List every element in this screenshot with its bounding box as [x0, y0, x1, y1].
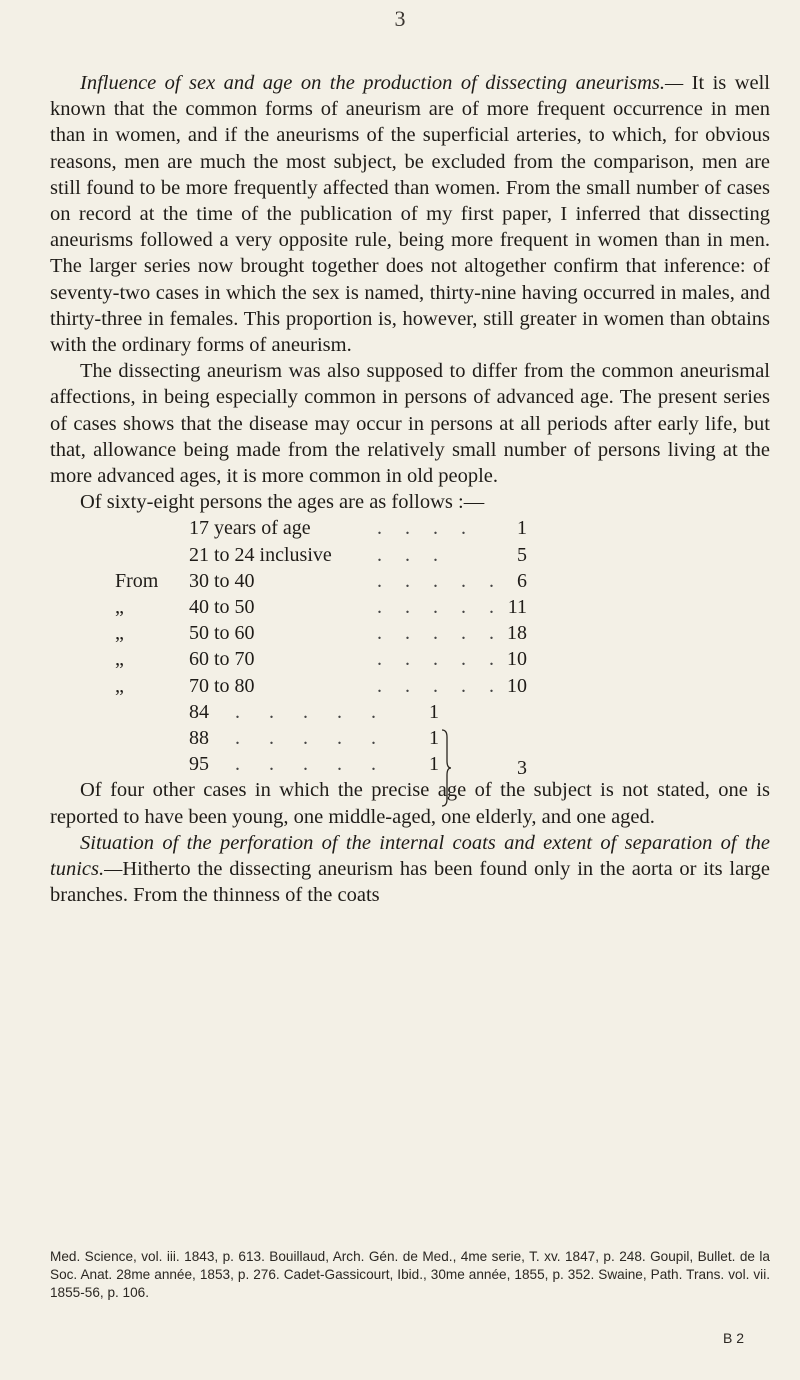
- late-count: 1: [429, 700, 439, 723]
- late-age-row: [115, 751, 555, 777]
- late-age: 95: [189, 753, 209, 776]
- age-prefix: „: [115, 674, 124, 697]
- paragraph-advanced-age: The dissecting aneurism was also supposed to differ from the common aneurismal affections, in being especially common in persons of advanced age. The present series of cases shows that the disease may occur in persons at all periods after early life, but that, allowance being made from the relatively small number of persons living at the more advanced ages, it is more common in old people.: [50, 360, 770, 488]
- signature-mark: B 2: [722, 1330, 744, 1346]
- age-row: [115, 673, 555, 699]
- age-prefix: From: [115, 569, 159, 592]
- late-age: 88: [189, 726, 209, 749]
- late-age-row: [115, 699, 555, 725]
- age-row: [115, 620, 555, 646]
- age-range: 50 to 60: [189, 622, 255, 645]
- paragraph-situation-text: Hitherto the dissecting aneurism has been found only in the aorta or its large branches. From the thinness of the coats: [50, 857, 770, 907]
- age-range: 40 to 50: [189, 596, 255, 619]
- leader-dots: . . . . .: [377, 569, 503, 592]
- main-text: [50, 70, 770, 908]
- age-range: 21 to 24 inclusive: [189, 543, 332, 566]
- leader-dots: . . . . .: [377, 622, 503, 645]
- section-heading-sex-age: Influence of sex and age on the production of dissecting aneurisms.—: [80, 72, 684, 94]
- age-row: [115, 542, 555, 568]
- paragraph-sex-age: [50, 70, 770, 358]
- leader-dots: . . . . .: [377, 674, 503, 697]
- footnote-references: Med. Science, vol. iii. 1843, p. 613. Bouillaud, Arch. Gén. de Med., 4me serie, T. xv. 1847, p. 248. Goupil, Bullet. de la Soc. Anat. 28me année, 1853, p. 276. Cadet-Gassicourt, Ibid., 30me année, 1855, p. 352. Swaine, Path. Trans. vol. vii. 1855-56, p. 106.: [50, 1249, 770, 1300]
- age-prefix: „: [115, 648, 124, 671]
- leader-dots: . . .: [377, 543, 447, 566]
- age-row: [115, 646, 555, 672]
- age-count: 10: [507, 674, 527, 697]
- age-count: 10: [507, 648, 527, 671]
- paragraph-sex-age-text: It is well known that the common forms of aneurism are of more frequent occurrence in men than in women, and if the aneurisms of the superficial arteries, to which, for obvious reasons, men are much the most subject, be excluded from the comparison, men are still found to be more frequently affected than women. From the small number of cases on record at the time of the publication of my first paper, I inferred that dissecting aneurisms followed a very opposite rule, being more frequent in women than in men. The larger series now brought together does not altogether confirm that inference: of seventy-two cases in which the sex is named, thirty-nine having occurred in males, and thirty-three in females. This proportion is, however, still greater in women than obtains with the ordinary forms of aneurism.: [50, 72, 770, 357]
- late-count: 1: [429, 726, 439, 749]
- age-count: 11: [507, 596, 527, 619]
- age-count: 1: [517, 517, 527, 540]
- section-heading-situation: Situation of the perforation of the internal coats and extent of separation of the tunics.—: [50, 831, 770, 880]
- late-count: 1: [429, 753, 439, 776]
- leader-dots: . . . .: [377, 517, 475, 540]
- paragraph-unstated-age: Of four other cases in which the precise age of the subject is not stated, one is reported to have been young, one middle-aged, one elderly, and one aged.: [50, 779, 770, 828]
- age-count: 6: [517, 569, 527, 592]
- age-row: [115, 568, 555, 594]
- age-row: [115, 594, 555, 620]
- leader-dots: . . . . .: [377, 648, 503, 671]
- late-age: 84: [189, 700, 209, 723]
- age-table: [115, 515, 555, 780]
- leader-dots: . . . . .: [235, 700, 388, 723]
- paragraph-ages-intro: Of sixty-eight persons the ages are as follows :—: [80, 491, 485, 514]
- age-prefix: „: [115, 622, 124, 645]
- leader-dots: . . . . .: [377, 596, 503, 619]
- late-age-row: [115, 725, 555, 751]
- age-range: 60 to 70: [189, 648, 255, 671]
- age-count: 5: [517, 543, 527, 566]
- age-range: 70 to 80: [189, 674, 255, 697]
- paragraph-situation: [50, 830, 770, 909]
- age-range: 30 to 40: [189, 569, 255, 592]
- leader-dots: . . . . .: [235, 726, 388, 749]
- age-count: 18: [507, 622, 527, 645]
- age-range: 17 years of age: [189, 517, 311, 540]
- leader-dots: . . . . .: [235, 753, 388, 776]
- late-total: 3: [517, 757, 527, 780]
- age-row: [115, 515, 555, 541]
- curly-brace-icon: [441, 729, 451, 807]
- age-prefix: „: [115, 596, 124, 619]
- page-number: 3: [394, 6, 406, 31]
